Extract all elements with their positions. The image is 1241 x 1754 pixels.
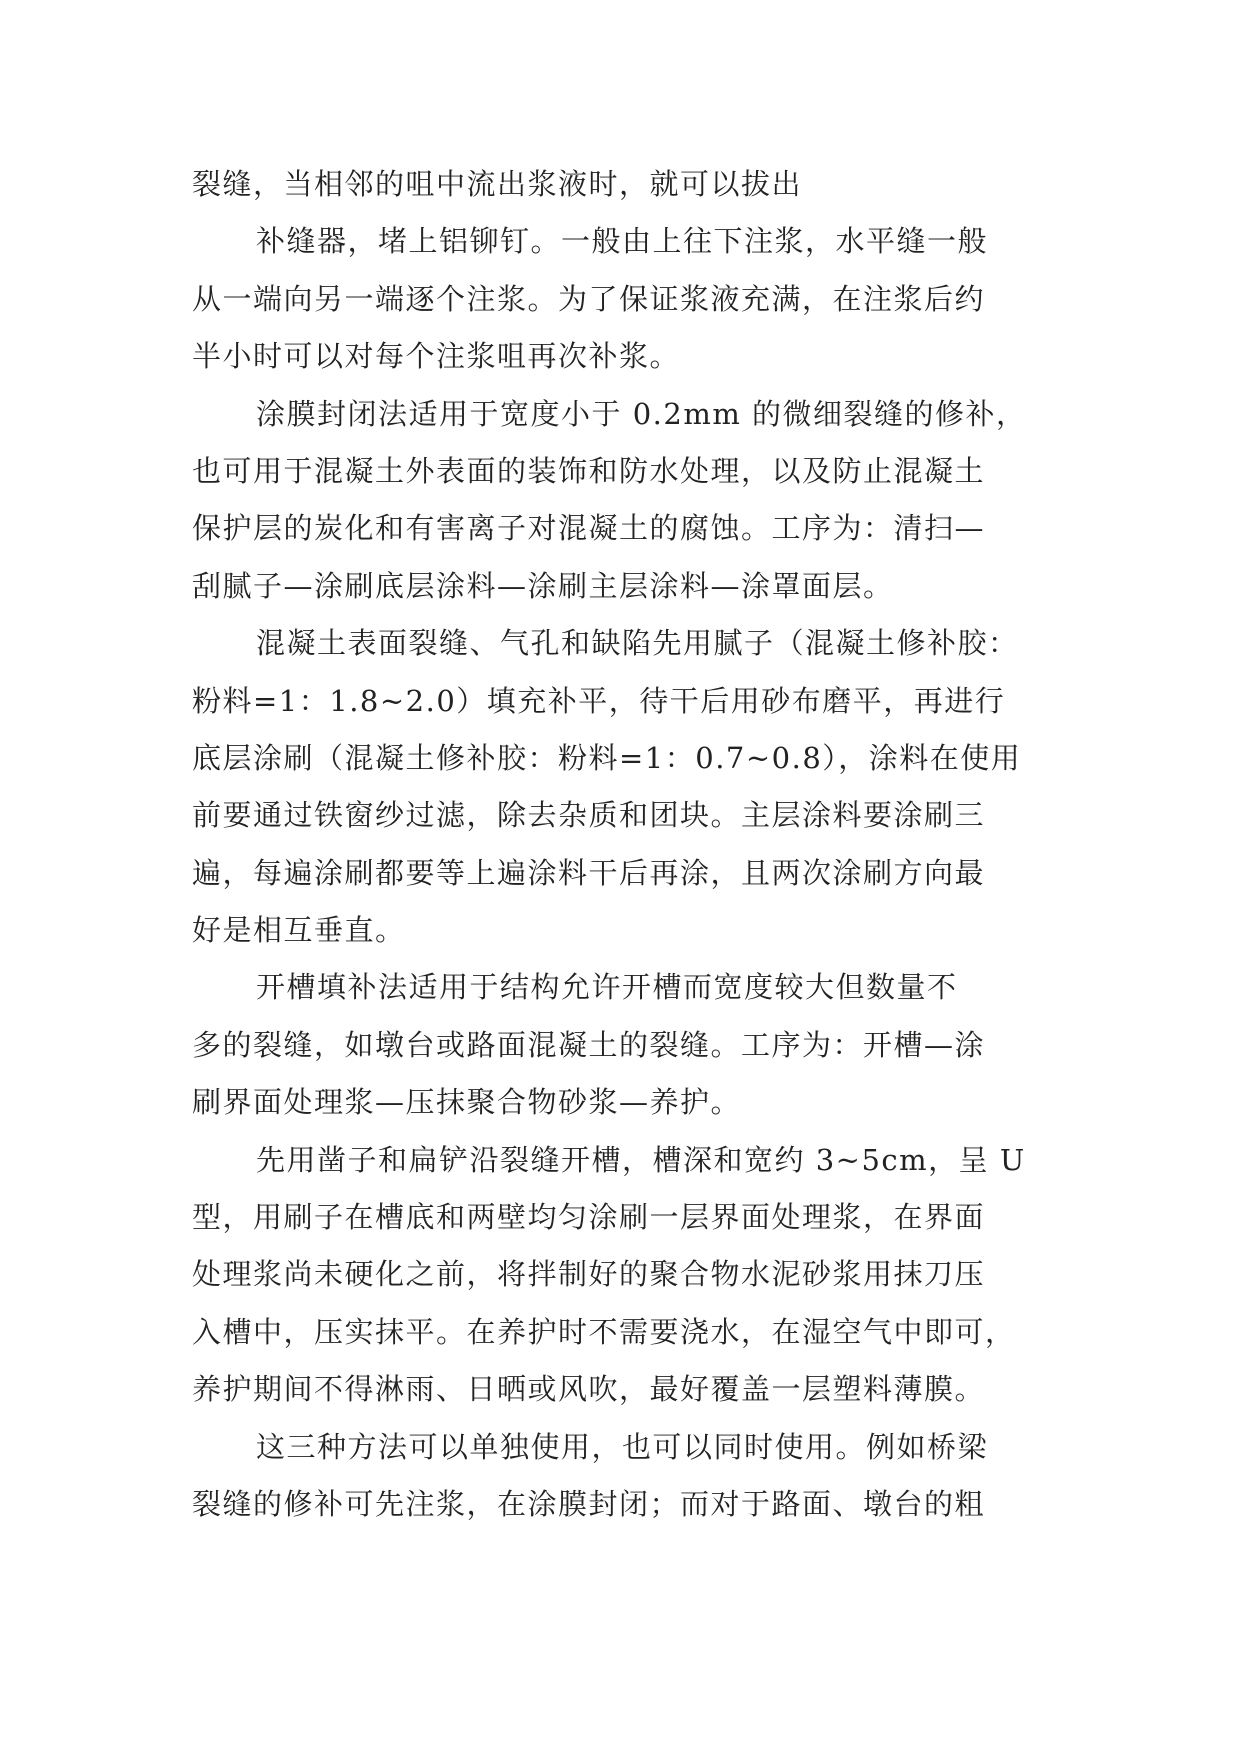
text-line: 底层涂刷（混凝土修补胶：粉料=1：0.7~0.8），涂料在使用 [192, 740, 1022, 775]
text-line: 多的裂缝，如墩台或路面混凝土的裂缝。工序为：开槽—涂 [192, 1027, 986, 1062]
text-line: 裂缝的修补可先注浆，在涂膜封闭；而对于路面、墩台的粗 [192, 1486, 986, 1521]
text-line: 开槽填补法适用于结构允许开槽而宽度较大但数量不 [256, 970, 958, 1005]
text-line: 混凝土表面裂缝、气孔和缺陷先用腻子（混凝土修补胶： [256, 626, 1019, 661]
text-line: 养护期间不得淋雨、日晒或风吹，最好覆盖一层塑料薄膜。 [192, 1372, 986, 1407]
text-line: 刷界面处理浆—压抹聚合物砂浆—养护。 [192, 1085, 742, 1120]
text-line: 从一端向另一端逐个注浆。为了保证浆液充满，在注浆后约 [192, 281, 986, 316]
text-line: 涂膜封闭法适用于宽度小于 0.2mm 的微细裂缝的修补， [256, 396, 1027, 431]
text-line: 粉料=1：1.8~2.0）填充补平，待干后用砂布磨平，再进行 [192, 683, 1006, 718]
text-line: 也可用于混凝土外表面的装饰和防水处理，以及防止混凝土 [192, 453, 986, 488]
text-line: 半小时可以对每个注浆咀再次补浆。 [192, 339, 681, 374]
text-line: 型，用刷子在槽底和两壁均匀涂刷一层界面处理浆，在界面 [192, 1200, 986, 1235]
text-line: 遍，每遍涂刷都要等上遍涂料干后再涂，且两次涂刷方向最 [192, 855, 986, 890]
body-text [192, 156, 1072, 1533]
text-line: 入槽中，压实抹平。在养护时不需要浇水，在湿空气中即可， [192, 1314, 1016, 1349]
text-line: 好是相互垂直。 [192, 913, 406, 948]
text-line: 刮腻子—涂刷底层涂料—涂刷主层涂料—涂罩面层。 [192, 568, 894, 603]
text-line: 前要通过铁窗纱过滤，除去杂质和团块。主层涂料要涂刷三 [192, 798, 986, 833]
text-line: 补缝器，堵上铝铆钉。一般由上往下注浆，水平缝一般 [256, 224, 989, 259]
text-line: 裂缝，当相邻的咀中流出浆液时，就可以拔出 [192, 167, 803, 201]
text-line: 这三种方法可以单独使用，也可以同时使用。例如桥梁 [256, 1429, 989, 1464]
text-line: 先用凿子和扁铲沿裂缝开槽，槽深和宽约 3~5cm，呈 U [256, 1142, 1026, 1177]
text-line: 保护层的炭化和有害离子对混凝土的腐蚀。工序为：清扫— [192, 511, 986, 546]
text-line: 处理浆尚未硬化之前，将拌制好的聚合物水泥砂浆用抹刀压 [192, 1257, 986, 1292]
